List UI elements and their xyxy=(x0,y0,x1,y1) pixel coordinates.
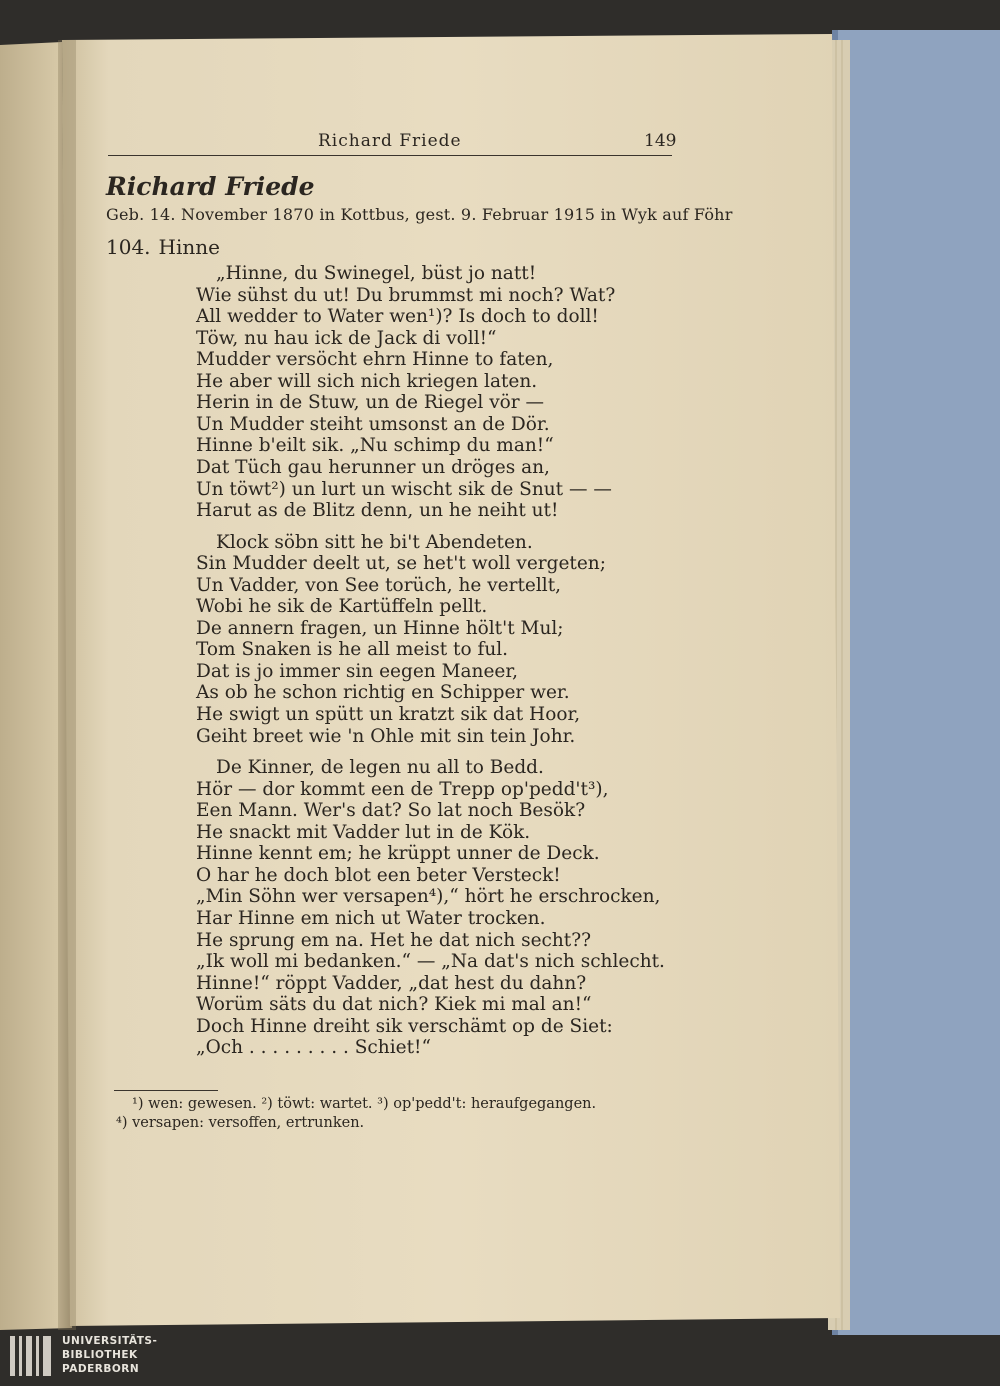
logo-text-line: PADERBORN xyxy=(62,1363,140,1375)
poem-line: Doch Hinne dreiht sik verschämt op de Siet: xyxy=(196,1015,613,1037)
poem-line: Hinne kennt em; he krüppt unner de Deck. xyxy=(196,843,600,865)
poem-line: Een Mann. Wer's dat? So lat noch Besök? xyxy=(196,800,586,822)
poem-line: Un Mudder steiht umsonst an de Dör. xyxy=(196,413,550,435)
poem-line: De Kinner, de legen nu all to Bedd. xyxy=(216,757,544,779)
library-logo xyxy=(10,1334,158,1380)
poem-line: Un Vadder, von See torüch, he vertellt, xyxy=(196,574,562,596)
poem-line: Dat Tüch gau herunner un dröges an, xyxy=(196,456,550,478)
poem-line: De annern fragen, un Hinne hölt't Mul; xyxy=(196,617,564,639)
poem-line: Geiht breet wie 'n Ohle mit sin tein Johr. xyxy=(196,725,576,747)
poem-line: Wie sühst du ut! Du brummst mi noch? Wat? xyxy=(196,284,616,306)
poem-line: Klock söbn sitt he bi't Abendeten. xyxy=(216,531,533,553)
poem-line: He swigt un spütt un kratzt sik dat Hoor, xyxy=(196,704,581,725)
poem-line: He sprung em na. Het he dat nich secht?? xyxy=(196,929,592,951)
logo-text-line: UNIVERSITÄTS- xyxy=(62,1335,158,1347)
poem-line: O har he doch blot een beter Versteck! xyxy=(196,864,561,886)
poem-line: Tom Snaken is he all meist to ful. xyxy=(196,639,509,661)
poem-line: „Och . . . . . . . . . Schiet!“ xyxy=(196,1037,431,1059)
poem-line: Mudder versöcht ehrn Hinne to faten, xyxy=(196,349,554,371)
poem-line: „Hinne, du Swinegel, büst jo natt! xyxy=(216,263,537,284)
poem-line: Un töwt²) un lurt un wischt sik de Snut — — xyxy=(196,478,612,500)
poem-line: Sin Mudder deelt ut, se het't woll vergeten; xyxy=(196,553,606,575)
poem-line: Hör — dor kommt een de Trepp op'pedd't³), xyxy=(196,778,609,800)
poem-line: He snackt mit Vadder lut in de Kök. xyxy=(196,821,531,843)
header-rule xyxy=(108,155,672,156)
running-head: Richard Friede xyxy=(318,131,462,151)
poem-line: Herin in de Stuw, un de Riegel vör — xyxy=(196,392,545,414)
page-number: 149 xyxy=(644,131,677,151)
poem-line: He aber will sich nich kriegen laten. xyxy=(196,370,538,392)
author-dates: Geb. 14. November 1870 in Kottbus, gest. 9. Februar 1915 in Wyk auf Föhr xyxy=(106,205,733,224)
poem-line: „Ik woll mi bedanken.“ — „Na dat's nich schlecht. xyxy=(196,951,665,973)
poem-heading xyxy=(106,235,220,259)
poem-line: Hinne!“ röppt Vadder, „dat hest du dahn? xyxy=(196,972,587,994)
footnote-rule xyxy=(114,1090,218,1091)
poem-line: Worüm säts du dat nich? Kiek mi mal an!“ xyxy=(196,994,592,1016)
poem-line: Har Hinne em nich ut Water trocken. xyxy=(196,907,546,929)
poem-line: Hinne b'eilt sik. „Nu schimp du man!“ xyxy=(196,435,554,457)
poem-title: Hinne xyxy=(158,235,220,259)
poem-number: 104. xyxy=(106,235,151,259)
poem-line: „Min Söhn wer versapen⁴),“ hört he erschrocken, xyxy=(196,886,661,908)
footnote-line: ⁴) versapen: versoffen, ertrunken. xyxy=(116,1115,365,1131)
poem-line: All wedder to Water wen¹)? Is doch to doll! xyxy=(196,306,599,328)
poem-line: Harut as de Blitz denn, un he neiht ut! xyxy=(196,500,559,522)
author-name: Richard Friede xyxy=(106,172,315,201)
poem-line: As ob he schon richtig en Schipper wer. xyxy=(196,682,570,704)
poem-line: Dat is jo immer sin eegen Maneer, xyxy=(196,660,519,682)
logo-text-line: BIBLIOTHEK xyxy=(62,1349,138,1361)
poem-line: Wobi he sik de Kartüffeln pellt. xyxy=(196,596,488,618)
footnote-line: ¹) wen: gewesen. ²) töwt: wartet. ³) op'pedd't: heraufgegangen. xyxy=(132,1096,597,1112)
poem-line: Töw, nu hau ick de Jack di voll!“ xyxy=(196,327,497,349)
